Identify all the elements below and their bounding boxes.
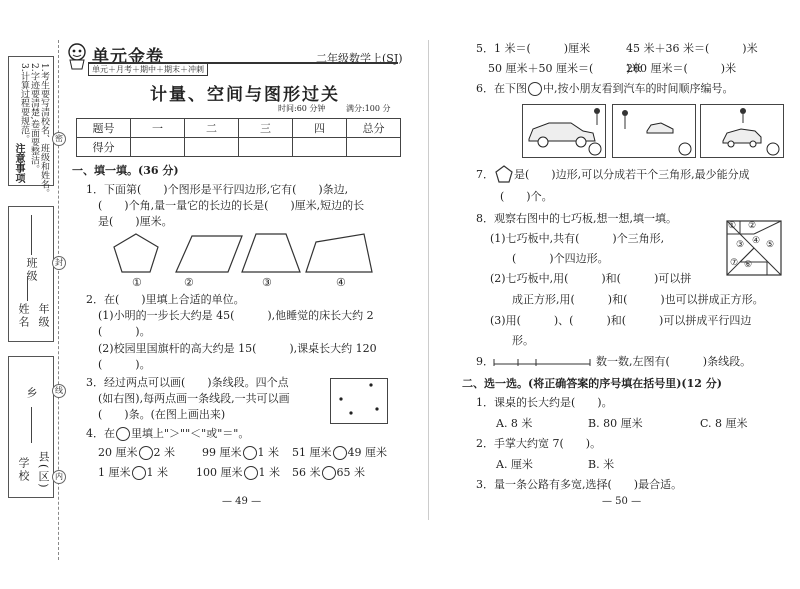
name-underline (27, 277, 28, 301)
q1-shapes (110, 230, 380, 278)
score-row-label: 得分 (77, 138, 131, 157)
seal-char-4: 内 (52, 470, 66, 484)
car-picture-2 (612, 104, 696, 158)
choice-3-question: 3．量一条公路有多宽,选择( )最合适。 (476, 478, 683, 491)
q5-a: 5．1 米＝( )厘米 (476, 42, 591, 55)
choice-1-option-c[interactable]: C. 8 厘米 (700, 417, 748, 430)
shape-label-4: ④ (336, 276, 346, 289)
choice-2-option-b[interactable]: B. 米 (588, 458, 615, 471)
q8-line-3: ( )个四边形。 (512, 252, 609, 265)
town-underline (31, 407, 32, 443)
seal-char-1: 密 (52, 132, 66, 146)
quadrilateral-shape (306, 234, 372, 272)
notice-line-2: 2.字迹要清楚,卷面要整洁。 (29, 63, 39, 174)
sidebar-student-box (8, 206, 54, 342)
q3-line-3: ( )条。(在图上画出来) (98, 408, 226, 421)
tangram-label-2: ② (748, 221, 757, 231)
q4-item-3: 51 厘米 49 厘米 (292, 446, 387, 459)
sidebar-school-box (8, 356, 54, 498)
score-header-3: 二 (185, 119, 239, 138)
tangram-label-5: ⑤ (766, 240, 775, 250)
shape-label-3: ③ (262, 276, 272, 289)
q6-post: 中,按小朋友看到汽车的时间顺序编号。 (543, 82, 734, 95)
q9-pre: 9． (476, 355, 494, 368)
page-divider (428, 40, 429, 520)
tangram-label-4: ④ (752, 236, 761, 246)
q7-text (476, 168, 494, 182)
class-underline (31, 215, 32, 255)
q8-line-7: 形。 (512, 334, 534, 347)
tangram-label-6: ⑥ (744, 260, 753, 270)
q2-line-5: ( )。 (98, 358, 151, 371)
mascot-logo (64, 42, 90, 70)
score-header-2: 一 (131, 119, 185, 138)
notice-line-1: 1.考生要写清校名、班级和姓名。 (39, 63, 49, 198)
q5-c: 50 厘米＋50 厘米＝( )米 (488, 62, 642, 75)
q4-item-5: 100 厘米 1 米 (196, 466, 280, 479)
q2-line-4: (2)校园里国旗杆的高大约是 15( ),课桌长大约 120 (98, 342, 377, 355)
q7-num: 7． (476, 168, 494, 181)
choice-1-question: 1．课桌的长大约是( )。 (476, 396, 613, 409)
header-rule (88, 62, 398, 64)
q2-line-1: 2．在( )里填上合适的单位。 (86, 293, 245, 306)
circle-icon (528, 82, 542, 96)
line-segment-figure (492, 356, 592, 368)
q8-line-1: 8．观察右图中的七巧板,想一想,填一填。 (476, 212, 677, 225)
time-limit: 时间:60 分钟 (278, 104, 326, 113)
choice-2-option-a[interactable]: A. 厘米 (496, 458, 533, 471)
q2-line-2: (1)小明的一步长大约是 45( ),他睡觉的床长大约 2 (98, 309, 374, 322)
compare-circle[interactable] (132, 466, 146, 480)
compare-circle[interactable] (139, 446, 153, 460)
pentagon-shape (114, 234, 158, 272)
q4-item-6: 56 米 65 米 (292, 466, 365, 479)
sidebar-notice-box (8, 56, 54, 198)
choice-1-option-a[interactable]: A. 8 米 (496, 417, 533, 430)
town-label: 乡 (25, 387, 38, 400)
q4-item-4: 1 厘米 1 米 (98, 466, 168, 479)
score-cell[interactable] (293, 138, 347, 157)
q8-line-2: (1)七巧板中,共有( )个三角形, (490, 232, 665, 245)
trapezoid-shape (242, 234, 300, 272)
q2-line-3: ( )。 (98, 325, 151, 338)
score-cell[interactable] (347, 138, 401, 157)
q7-post: 是( )边形,可以分成若干个三角形,最少能分成 (514, 168, 750, 181)
choice-2-question: 2．手掌大约宽 7( )。 (476, 437, 602, 450)
q8-line-4: (2)七巧板中,用( )和( )可以拼 (490, 272, 692, 285)
q5-d: 200 厘米＝( )米 (626, 62, 737, 75)
car-picture-1 (522, 104, 606, 158)
tangram-label-1: ① (728, 221, 737, 231)
county-label: 县(区) (37, 451, 50, 490)
brand-subtitle: 单元＋月考＋期中＋期末＋冲刺 (88, 63, 208, 76)
q4-item-1: 20 厘米 2 米 (98, 446, 175, 459)
page-title: 计量、空间与图形过关 (150, 85, 340, 105)
q4-pre: 4．在 (86, 427, 115, 440)
grade-label: 二年级数学上(SJ) (316, 52, 403, 65)
notice-line-3: 3.计算过程要规范。 (19, 63, 29, 144)
shape-label-1: ① (132, 276, 142, 289)
score-table (76, 118, 401, 157)
parallelogram-shape (176, 236, 242, 272)
name-label: 姓名 (17, 303, 30, 329)
choice-1-option-b[interactable]: B. 80 厘米 (588, 417, 643, 430)
score-header-6: 总分 (347, 119, 401, 138)
tangram-label-3: ③ (736, 240, 745, 250)
q7-line-2: ( )个。 (500, 190, 553, 203)
shape-label-2: ② (184, 276, 194, 289)
tangram-label-7: ⑦ (730, 258, 739, 268)
q8-line-5: 成正方形,用( )和( )也可以拼成正方形。 (512, 293, 764, 306)
car-picture-3 (700, 104, 784, 158)
page-number-left: — 49 — (222, 496, 262, 507)
q3-line-1: 3．经过两点可以画( )条线段。四个点 (86, 376, 289, 389)
q1-line-2: ( )个角,量一量它的长边的长是( )厘米,短边的长 (98, 199, 365, 212)
compare-circle[interactable] (243, 446, 257, 460)
q1-line-3: 是( )厘米。 (98, 215, 173, 228)
compare-circle[interactable] (244, 466, 258, 480)
q1-line-1: 1．下面第( )个图形是平行四边形,它有( )条边, (86, 183, 349, 196)
circle-icon (116, 427, 130, 441)
compare-circle[interactable] (333, 446, 347, 460)
score-cell[interactable] (131, 138, 185, 157)
score-cell[interactable] (239, 138, 293, 157)
notice-label: 注意事项 (13, 143, 24, 183)
page-number-right: — 50 — (602, 496, 642, 507)
score-header-4: 三 (239, 119, 293, 138)
q4-heading (86, 427, 249, 441)
score-cell[interactable] (185, 138, 239, 157)
section-1-heading: 一、填一填。(36 分) (72, 164, 179, 177)
seal-char-3: 线 (52, 384, 66, 398)
q6-pre: 6．在下图 (476, 82, 527, 95)
score-header-5: 四 (293, 119, 347, 138)
q3-line-2: (如右图),每两点画一条线段,一共可以画 (98, 392, 290, 405)
q9-post: 数一数,左图有( )条线段。 (596, 355, 752, 368)
score-header-1: 题号 (77, 119, 131, 138)
section-2-heading: 二、选一选。(将正确答案的序号填在括号里)(12 分) (462, 377, 722, 390)
q6-text (476, 82, 734, 96)
seal-char-2: 封 (52, 256, 66, 270)
school-label: 学校 (17, 457, 30, 483)
q8-line-6: (3)用( )、( )和( )可以拼成平行四边 (490, 314, 752, 327)
four-points-box (330, 378, 388, 424)
q4-post: 里填上"＞""＜"或"＝"。 (131, 427, 250, 440)
class-label: 班级 (25, 257, 38, 283)
q5-b: 45 米＋36 米＝( )米 (626, 42, 758, 55)
pentagon-icon (494, 164, 514, 184)
full-score: 满分:100 分 (346, 104, 391, 113)
grade-label: 年级 (37, 303, 50, 329)
four-points (331, 379, 387, 423)
compare-circle[interactable] (322, 466, 336, 480)
brand-title: 单元金卷 (92, 47, 164, 67)
q4-item-2: 99 厘米 1 米 (202, 446, 279, 459)
